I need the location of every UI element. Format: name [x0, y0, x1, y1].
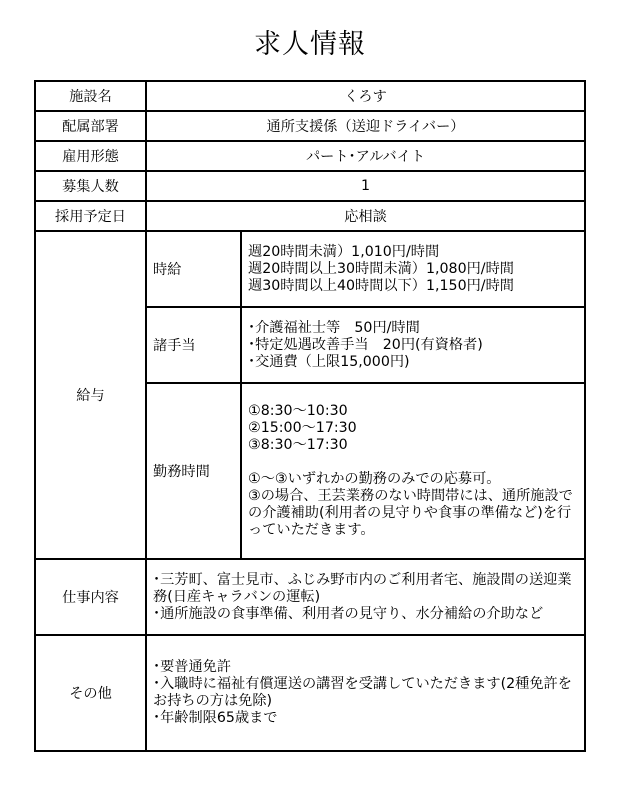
duties-detail [146, 559, 585, 635]
other-line: ･入職時に福祉有償運送の講習を受講していただきます(2種免許をお持ちの方は免除) [153, 676, 572, 709]
table-row [35, 111, 585, 141]
shift-line: ③8:30～17:30 [248, 437, 348, 453]
allowances-label: 諸手当 [146, 307, 241, 383]
work-hours-note: ①～③いずれかの勤務のみでの応募可。 [248, 471, 501, 487]
employment-label: 雇用形態 [35, 141, 146, 171]
other-detail [146, 635, 585, 751]
department-value: 通所支援係（送迎ドライバー） [146, 111, 585, 141]
table-row [35, 81, 585, 111]
table-row [35, 231, 585, 307]
job-info-table [34, 80, 586, 752]
duties-line: ･三芳町、富士見市、ふじみ野市内のご利用者宅、施設間の送迎業務(日産キャラバンの運転) [153, 571, 572, 605]
table-row [35, 171, 585, 201]
allowance-line: ･介護福祉士等 50円/時間 [248, 319, 420, 336]
work-hours-detail [241, 383, 585, 559]
other-line: ･要普通免許 [153, 659, 232, 675]
hourly-rate-line: 週30時間以上40時間以下）1,150円/時間 [248, 277, 514, 294]
page-title: 求人情報 [254, 29, 366, 60]
hourly-rate-line: 週20時間以上30時間未満）1,080円/時間 [248, 260, 514, 277]
start-date-label: 採用予定日 [35, 201, 146, 231]
facility-value: くろす [146, 81, 585, 111]
hourly-rates [241, 231, 585, 307]
table-row [35, 141, 585, 171]
shift-line: ②15:00～17:30 [248, 420, 357, 436]
allowance-line: ･交通費（上限15,000円) [248, 353, 410, 370]
allowances-list [241, 307, 585, 383]
other-line: ･年齢制限65歳まで [153, 710, 278, 726]
duties-line: ･通所施設の食事準備、利用者の見守り、水分補給の介助など [153, 605, 544, 622]
table-row [35, 201, 585, 231]
work-hours-note: ③の場合、王芸業務のない時間帯には、通所施設での介護補助(利用者の見守りや食事の準備など)を行っていただきます。 [248, 488, 573, 538]
shift-line: ①8:30～10:30 [248, 403, 348, 419]
duties-label: 仕事内容 [35, 559, 146, 635]
openings-label: 募集人数 [35, 171, 146, 201]
table-row [35, 635, 585, 751]
openings-value: 1 [146, 171, 585, 201]
hourly-rate-line: 週20時間未満）1,010円/時間 [248, 243, 440, 260]
hourly-label: 時給 [146, 231, 241, 307]
salary-label: 給与 [35, 231, 146, 559]
spacer [248, 454, 578, 471]
work-hours-label: 勤務時間 [146, 383, 241, 559]
table-row [35, 559, 585, 635]
facility-label: 施設名 [35, 81, 146, 111]
other-label: その他 [35, 635, 146, 751]
start-date-value: 応相談 [146, 201, 585, 231]
department-label: 配属部署 [35, 111, 146, 141]
allowance-line: ･特定処遇改善手当 20円(有資格者) [248, 336, 483, 353]
employment-value: パート･アルバイト [146, 141, 585, 171]
